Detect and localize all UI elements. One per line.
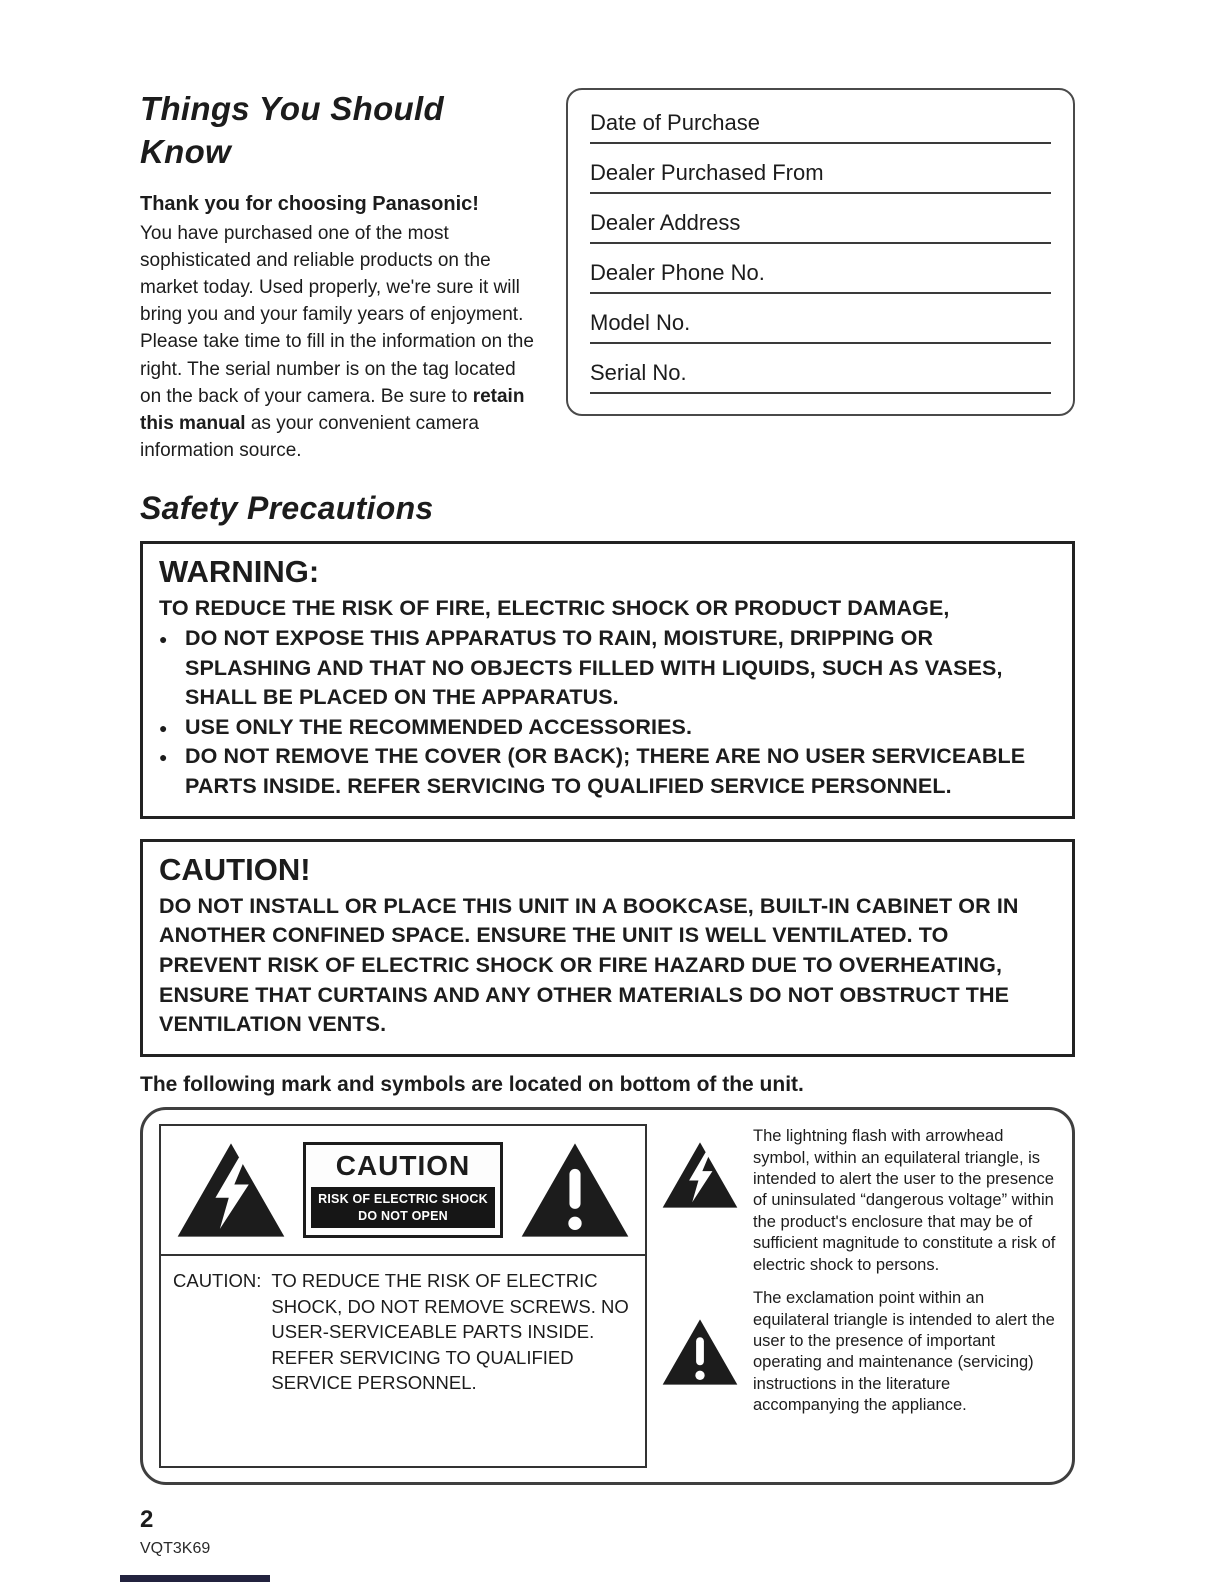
scan-artifact-bar — [120, 1575, 270, 1582]
safety-precautions-title: Safety Precautions — [140, 490, 434, 527]
lightning-triangle-icon — [661, 1140, 739, 1210]
caution-box — [140, 839, 1075, 1057]
intro-text: You have purchased one of the most sophisticated and reliable products on the market today. Used properly, we're sure it will bring you and your family years of enjoyment. Please take time to fill in the information on the right. The serial number is on the tag located on the back of your camera. Be sure to — [140, 222, 534, 407]
warning-item: ● USE ONLY THE RECOMMENDED ACCESSORIES. — [159, 713, 1056, 743]
exclamation-description: The exclamation point within an equilateral triangle is intended to alert the user to the presence of important operating and maintenance (servicing) instructions in the literature accompanying the appliance. — [753, 1289, 1055, 1415]
purchase-field-phone: Dealer Phone No. — [590, 244, 1051, 294]
warning-title: WARNING: — [159, 554, 320, 590]
purchase-field-address: Dealer Address — [590, 194, 1051, 244]
lightning-description-row — [661, 1126, 1058, 1276]
caution-label-box — [303, 1142, 503, 1238]
caution-note-text: TO REDUCE THE RISK OF ELECTRIC SHOCK, DO NOT REMOVE SCREWS. NO USER-SERVICEABLE PARTS INSIDE. REFER SERVICING TO QUALIFIED SERVICE PERSONNEL. — [271, 1270, 629, 1394]
warning-box — [140, 541, 1075, 819]
top-section — [140, 88, 1075, 464]
caution-title: CAUTION! — [159, 851, 311, 887]
exclamation-triangle-icon — [661, 1317, 739, 1387]
warning-intro-line: TO REDUCE THE RISK OF FIRE, ELECTRIC SHOCK OR PRODUCT DAMAGE, — [159, 596, 950, 621]
lightning-description: The lightning flash with arrowhead symbol, within an equilateral triangle, is intended to alert the user to the presence of uninsulated “dangerous voltage” within the product's enclosure that may be of sufficient magnitude to constitute a risk of electric shock to persons. — [753, 1127, 1056, 1274]
purchase-info-box — [566, 88, 1075, 416]
warning-list — [159, 624, 1056, 802]
page-title: Things You Should Know — [140, 90, 444, 170]
symbol-descriptions — [661, 1124, 1058, 1468]
warning-item: ● DO NOT REMOVE THE COVER (OR BACK); THERE ARE NO USER SERVICEABLE PARTS INSIDE. REFER SERVICING TO QUALIFIED SERVICE PERSONNEL. — [159, 742, 1056, 801]
purchase-field-date: Date of Purchase — [590, 94, 1051, 144]
exclamation-triangle-icon — [519, 1140, 631, 1240]
doc-code: VQT3K69 — [140, 1540, 211, 1557]
risk-strip — [311, 1187, 495, 1228]
caution-note-box — [159, 1254, 647, 1468]
caution-body: DO NOT INSTALL OR PLACE THIS UNIT IN A BOOKCASE, BUILT-IN CABINET OR IN ANOTHER CONFINED SPACE. ENSURE THE UNIT IS WELL VENTILATED. TO PREVENT RISK OF ELECTRIC SHOCK OR FIRE HAZARD DUE TO OVERHEATING, ENSURE THAT CURTAINS AND ANY OTHER MATERIALS DO NOT OBSTRUCT THE VENTILATION VENTS. — [159, 893, 1019, 1037]
risk-line-1: RISK OF ELECTRIC SHOCK — [318, 1192, 488, 1207]
symbol-panel — [140, 1107, 1075, 1485]
intro-column — [140, 88, 542, 464]
caution-label: CAUTION — [335, 1150, 471, 1182]
purchase-field-model: Model No. — [590, 294, 1051, 344]
caution-note-label: CAUTION: — [173, 1270, 262, 1292]
intro-text-continued: as your convenient camera information source. — [140, 412, 479, 462]
thank-you-line: Thank you for choosing Panasonic! — [140, 192, 479, 215]
retain-manual-bold: retain this manual — [140, 385, 525, 434]
symbols-heading: The following mark and symbols are located on bottom of the unit. — [140, 1073, 804, 1097]
intro-paragraph — [140, 220, 542, 464]
warning-item: ● DO NOT EXPOSE THIS APPARATUS TO RAIN, MOISTURE, DRIPPING OR SPLASHING AND THAT NO OBJECTS FILLED WITH LIQUIDS, SUCH AS VASES, SHALL BE PLACED ON THE APPARATUS. — [159, 624, 1056, 713]
exclamation-description-row — [661, 1288, 1058, 1417]
page-number: 2 — [140, 1506, 154, 1533]
purchase-field-dealer: Dealer Purchased From — [590, 144, 1051, 194]
lightning-triangle-icon — [175, 1140, 287, 1240]
triangle-row-box — [159, 1124, 647, 1256]
symbol-group — [159, 1124, 647, 1468]
purchase-field-serial: Serial No. — [590, 344, 1051, 394]
risk-line-2: DO NOT OPEN — [358, 1208, 448, 1223]
